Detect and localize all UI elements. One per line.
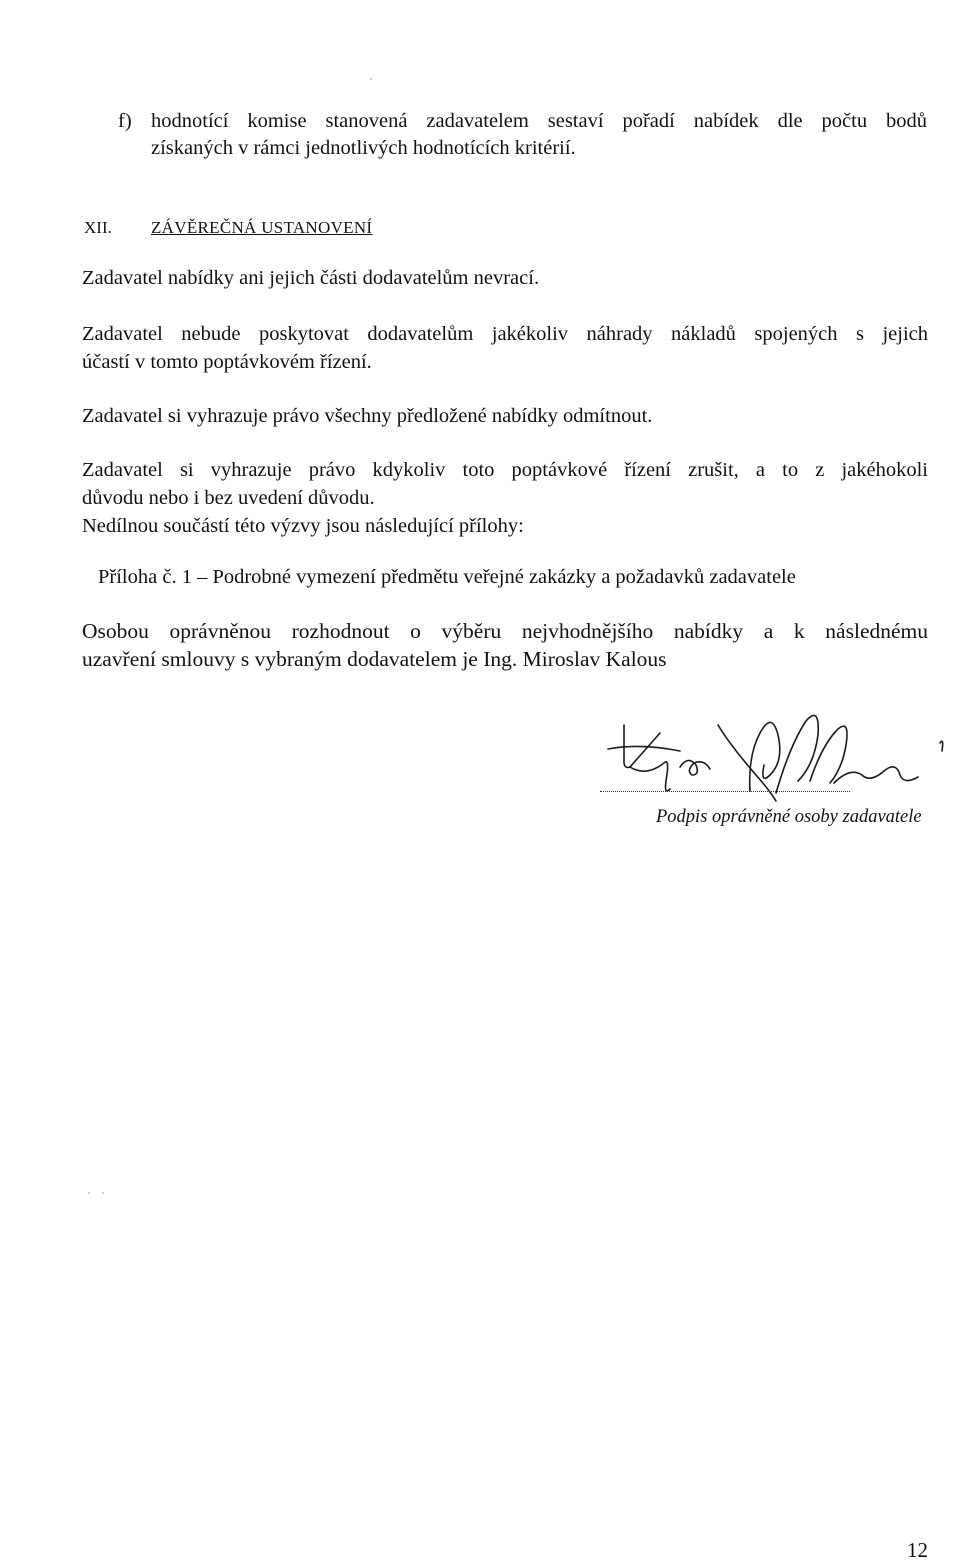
paragraph-attachments-intro: Nedílnou součástí této výzvy jsou následující přílohy: bbox=[82, 515, 524, 537]
signature-block bbox=[600, 705, 960, 845]
paragraph-authorized-line1: Osobou oprávněnou rozhodnout o výběru nejvhodnějšího nabídky a k následnému bbox=[82, 619, 928, 643]
handwritten-signature bbox=[600, 705, 960, 805]
section-number: XII. bbox=[84, 218, 112, 237]
signature-caption: Podpis oprávněné osoby zadavatele bbox=[656, 807, 922, 827]
item-f-line1: hodnotící komise stanovená zadavatelem sestaví pořadí nabídek dle počtu bodů bbox=[151, 110, 927, 132]
scan-speck bbox=[102, 1192, 104, 1194]
section-title: ZÁVĚREČNÁ USTANOVENÍ bbox=[151, 218, 373, 237]
paragraph-costs-line1: Zadavatel nebude poskytovat dodavatelům jakékoliv náhrady nákladů spojených s jejich bbox=[82, 323, 928, 345]
paragraph-reject: Zadavatel si vyhrazuje právo všechny předložené nabídky odmítnout. bbox=[82, 405, 653, 427]
paragraph-cancel-line1: Zadavatel si vyhrazuje právo kdykoliv toto poptávkové řízení zrušit, a to z jakéhokoli bbox=[82, 459, 928, 481]
paragraph-costs-line2: účastí v tomto poptávkovém řízení. bbox=[82, 351, 372, 373]
item-f-line2: získaných v rámci jednotlivých hodnotících kritérií. bbox=[151, 137, 576, 159]
scan-speck bbox=[88, 1192, 90, 1194]
signature-line bbox=[600, 791, 850, 792]
paragraph-cancel-line2: důvodu nebo i bez uvedení důvodu. bbox=[82, 487, 375, 509]
scan-speck bbox=[370, 78, 372, 80]
paragraph-authorized-line2: uzavření smlouvy s vybraným dodavatelem je Ing. Miroslav Kalous bbox=[82, 647, 667, 671]
page-number: 12 bbox=[907, 1538, 928, 1562]
attachment-item: Příloha č. 1 – Podrobné vymezení předmětu veřejné zakázky a požadavků zadavatele bbox=[98, 566, 796, 588]
paragraph-returns: Zadavatel nabídky ani jejich části dodavatelům nevrací. bbox=[82, 267, 540, 289]
item-f-marker: f) bbox=[118, 110, 132, 132]
